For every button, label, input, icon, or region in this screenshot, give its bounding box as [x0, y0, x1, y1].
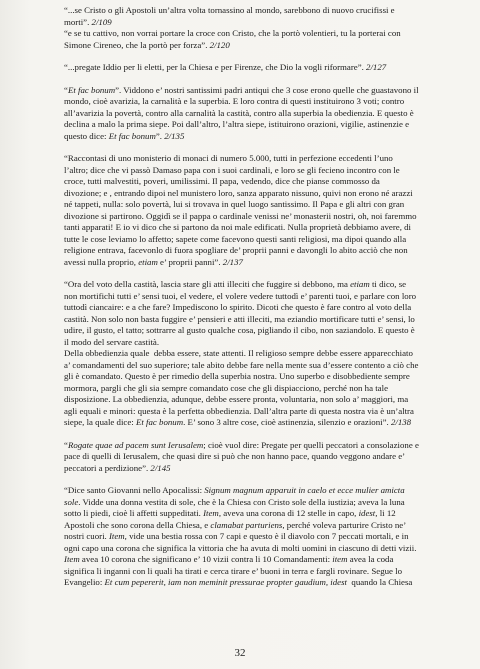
text-line: divozione; e , entrando dipoi nel munistero loro, sanza apparato nissuno, quivi non erono né arazzi: [64, 187, 413, 198]
text-line: castità. Non solo non basta fuggire e’ pensieri e atti illeciti, ma eziandio mortificare tutti e’ sensi, lo: [64, 313, 415, 324]
text-line: divozione si partirono. Oggidì se il pappa o cardinale venissi ne’ monasterii nostri, oh, noi faremmo: [64, 210, 417, 221]
text-line: peccatori a perdizione”. 2/145: [64, 462, 171, 473]
text-line: “Dice santo Giovanni nello Apocalissi: Signum magnum apparuit in caelo et ecce mulier amicta: [64, 485, 405, 495]
text-line: significa li inganni con li quali ha tirati e cerca tirare e’ buoni in terra e fargli rovinare. Segue lo: [64, 565, 403, 576]
text-line: tuttodì ciancaire: e a che fare? Impediscono lo spirito. Dicoti che questo è fare contro al voto della: [64, 302, 412, 312]
text-line: disposizione. La obbedienzia, adunque, debbe essere pronta, voluntaria, non solo a’ maggiori, ma: [64, 394, 409, 404]
text-line: croce, tutti malvestiti, poveri, umilissimi. Il papa, vedendo, dice che pianse commosso da: [64, 176, 380, 186]
paragraph-apocalissi: [64, 485, 438, 589]
text-line: questo dice: Et fac bonum”. 2/135: [64, 130, 185, 141]
text-line: mormora, pargli che gli sia sempre comandato cose che gli dispiacciono, perché non ha tale: [64, 382, 388, 393]
text-line: Apostoli che sono corona della Chiesa, e clamabat parturiens, perché voleva parturire Cristo ne’: [64, 519, 407, 530]
text-line: il modo del servare castità.: [64, 336, 160, 347]
text-line: sotto li piedi, cioè li affetti suppeditati. Item, aveva una corona di 12 stelle in capo, idest, li 12: [64, 508, 396, 518]
text-line: “Raccontasi di uno monisterio di monaci di numero 5.000, tutti in perfezione eccedenti l’uno: [64, 153, 393, 163]
text-line: sole. Vidde una donna vestita di sole, che è la Chiesa con Cristo sole della iustizia; aveva la luna: [64, 496, 405, 507]
text-line: “...pregate Iddio per li eletti, per la Chiesa e per Firenze, che Dio la vogli riformare”. 2/127: [64, 62, 387, 72]
page-number: 32: [234, 647, 246, 659]
text-line: né tappeti, nulla: solo povertà, lui si trovava in quel luogo santissimo. Il Papa e gli altri con gran: [64, 199, 405, 209]
text-line: mondo, cioè avarizia, la carnalità e la superbia. E loro contra di questi instituirono 3 voti; contro: [64, 96, 405, 106]
text-line: gli è comandato. Questo è per rimedio della superbia nostra. Uno superbo e disobbediente sempre: [64, 371, 410, 381]
text-line: pace di quelli di Ierusalem, che quasi dire si può che non hanno pace, quando veggono andare e’: [64, 451, 406, 461]
text-line: avessi nulla proprio, etiam e’ proprii panni”. 2/137: [64, 256, 243, 267]
text-line: all’avarizia la povertà, contro alla carnalità la castità, contro alla superbia la obedienzia. E questo è: [64, 107, 414, 118]
text-line: “Ora del voto della castità, lascia stare gli atti illeciti che fuggire si debbono, ma etiam ti dico, se: [64, 279, 407, 289]
paragraph-2-145: [64, 440, 438, 475]
paragraph-2-127: [64, 62, 438, 74]
paragraph-2-137: [64, 153, 438, 268]
text-line: religione entrava, facevonlo di fuora spogliare de’ proprii panni e davongli lo abito acciò che non: [64, 245, 408, 255]
text-line: “Rogate quae ad pacem sunt Ierusalem; cioè vuol dire: Pregate per quelli peccatori a consolazione e: [64, 439, 419, 450]
text-line: siepe, la quale dice: Et fac bonum. E’ sono 3 altre cose, cioè astinenzia, silenzio e orazioni”. 2/138: [64, 417, 412, 427]
text-line: morti”. 2/109: [64, 16, 112, 27]
text-line: udire, il gusto, el tatto; sottrarre al gusto qualche cosa, pigliando il cibo, non saziandolo. E questo è: [64, 325, 415, 335]
text-line: agli equali e minori: questa è la perfetta obbedienzia. Dall’altra parte di questa nostra via è un’altra: [64, 405, 414, 416]
paragraph-2-109: [64, 5, 438, 51]
paragraph-2-138: [64, 279, 438, 429]
text-line: Evangelio: Et cum pepererit, iam non meminit pressurae propter gaudium, idest quando la Chiesa: [64, 577, 413, 587]
text-line: “...se Cristo o gli Apostoli un’altra volta tornassino al mondo, sarebbono di nuovo crucifissi e: [64, 5, 395, 15]
text-line: “Et fac bonum”. Viddono e’ nostri santissimi padri antiqui che 3 cose erono quelle che guastavono il: [64, 84, 419, 95]
text-line: non mortifichi tutti e’ sensi tuoi, el vedere, el volere vedere tuttodì e’ parenti tuoi, e parlare con loro: [64, 290, 417, 301]
text-line: ogni capo una corona che significa la vittoria che ha avuta di molti uomini in ciascuno di detti vizii.: [64, 542, 417, 553]
text-line: nostri cuori. Item, vide una bestia rossa con 7 capi e questo è il diavolo con 7 peccati mortali, e in: [64, 531, 409, 541]
text-line: Della obbedienzia quale debba essere, state attenti. Il religioso sempre debbe essere apparecchiato: [64, 348, 413, 358]
text-line: Simone Cireneo, che la portò per forza”. 2/120: [64, 39, 230, 50]
text-line: Item avea 10 corona che significano e’ 10 vizii contra li 10 Comandamenti: item avea la coda: [64, 554, 394, 564]
text-line: declina a malo la prima siepe. Poi dall’altro, l’altra siepe, istituirono orazioni, vigilie, astinenzie e: [64, 119, 410, 129]
paragraph-2-135: [64, 85, 438, 143]
text-line: l’altro; dice che vi passò Damaso papa con i suoi cardinali, e loro se gli fecieno incontro con le: [64, 164, 400, 175]
text-line: “e se tu cattivo, non vorrai portare la croce con Cristo, che la portò volentieri, tu la porterai con: [64, 28, 401, 38]
text-line: a’ comandamenti del suo superiore; tale abito debbe fare nella mente sua d’essere contento a ciò che: [64, 359, 419, 370]
text-line: tanti apparati! E io vi dico che si partono da noi male edificati. Nulla proprietà debbiamo avere, di: [64, 222, 411, 232]
text-line: tutte le cose leviamo lo affetto; sapete come facevono questi santi religiosi, ma dipoi quando alla: [64, 233, 407, 244]
